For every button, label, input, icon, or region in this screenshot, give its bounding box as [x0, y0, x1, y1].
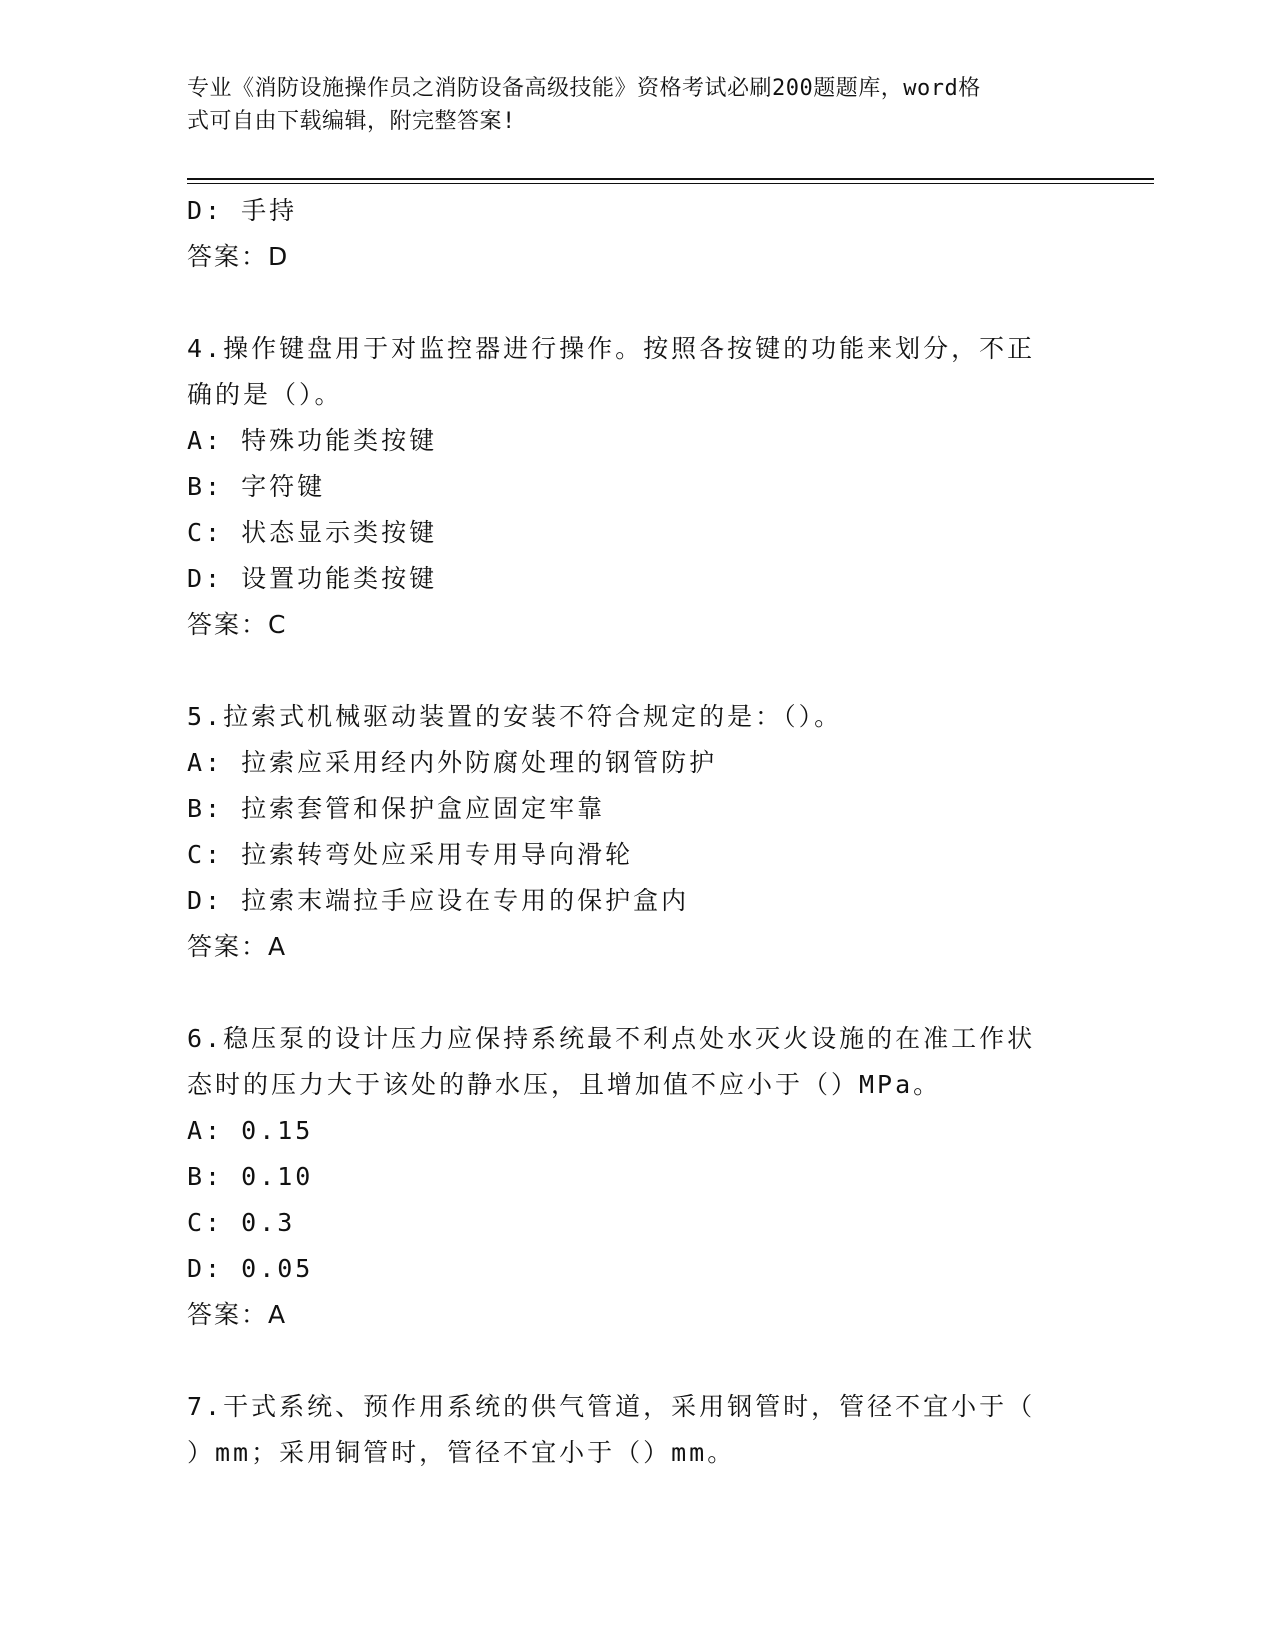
spacer	[187, 648, 1067, 694]
question-text: 6.稳压泵的设计压力应保持系统最不利点处水灭火设施的在准工作状	[187, 1024, 1036, 1053]
option-b: B: 0.10	[187, 1162, 314, 1191]
answer-line: 答案：C	[187, 610, 288, 639]
option-a: A: 0.15	[187, 1116, 314, 1145]
option-b: B: 拉索套管和保护盒应固定牢靠	[187, 794, 606, 823]
document-header	[187, 72, 1067, 138]
option-c: C: 0.3	[187, 1208, 296, 1237]
spacer	[187, 280, 1067, 326]
question-block-7	[187, 1384, 1067, 1476]
option-c: C: 状态显示类按键	[187, 518, 438, 547]
answer-line: 答案：A	[187, 932, 288, 961]
answer-line: 答案：D	[187, 242, 290, 271]
question-text: ）mm；采用铜管时，管径不宜小于（）mm。	[187, 1438, 736, 1467]
question-block-6	[187, 1016, 1067, 1338]
question-text: 确的是（）。	[187, 380, 343, 409]
spacer	[187, 1338, 1067, 1384]
answer-line: 答案：A	[187, 1300, 288, 1329]
option-d: D: 设置功能类按键	[187, 564, 438, 593]
question-content	[187, 188, 1067, 1476]
question-block-5	[187, 694, 1067, 970]
option-d: D: 手持	[187, 196, 298, 225]
question-text: 7.干式系统、预作用系统的供气管道，采用钢管时，管径不宜小于（	[187, 1392, 1036, 1421]
option-a: A: 拉索应采用经内外防腐处理的钢管防护	[187, 748, 718, 777]
header-rule-thick	[187, 178, 1154, 180]
question-text: 5.拉索式机械驱动装置的安装不符合规定的是：（）。	[187, 702, 843, 731]
option-b: B: 字符键	[187, 472, 326, 501]
header-line-1: 专业《消防设施操作员之消防设备高级技能》资格考试必刷200题题库，word格	[187, 76, 981, 101]
question-text: 4.操作键盘用于对监控器进行操作。按照各按键的功能来划分，不正	[187, 334, 1036, 363]
option-a: A: 特殊功能类按键	[187, 426, 438, 455]
question-block-4	[187, 326, 1067, 648]
option-d: D: 0.05	[187, 1254, 314, 1283]
question-text: 态时的压力大于该处的静水压，且增加值不应小于（）MPa。	[187, 1070, 942, 1099]
spacer	[187, 970, 1067, 1016]
header-rule-thin	[187, 183, 1154, 184]
header-line-2: 式可自由下载编辑，附完整答案!	[187, 109, 516, 134]
option-d: D: 拉索末端拉手应设在专用的保护盒内	[187, 886, 690, 915]
option-c: C: 拉索转弯处应采用专用导向滑轮	[187, 840, 634, 869]
